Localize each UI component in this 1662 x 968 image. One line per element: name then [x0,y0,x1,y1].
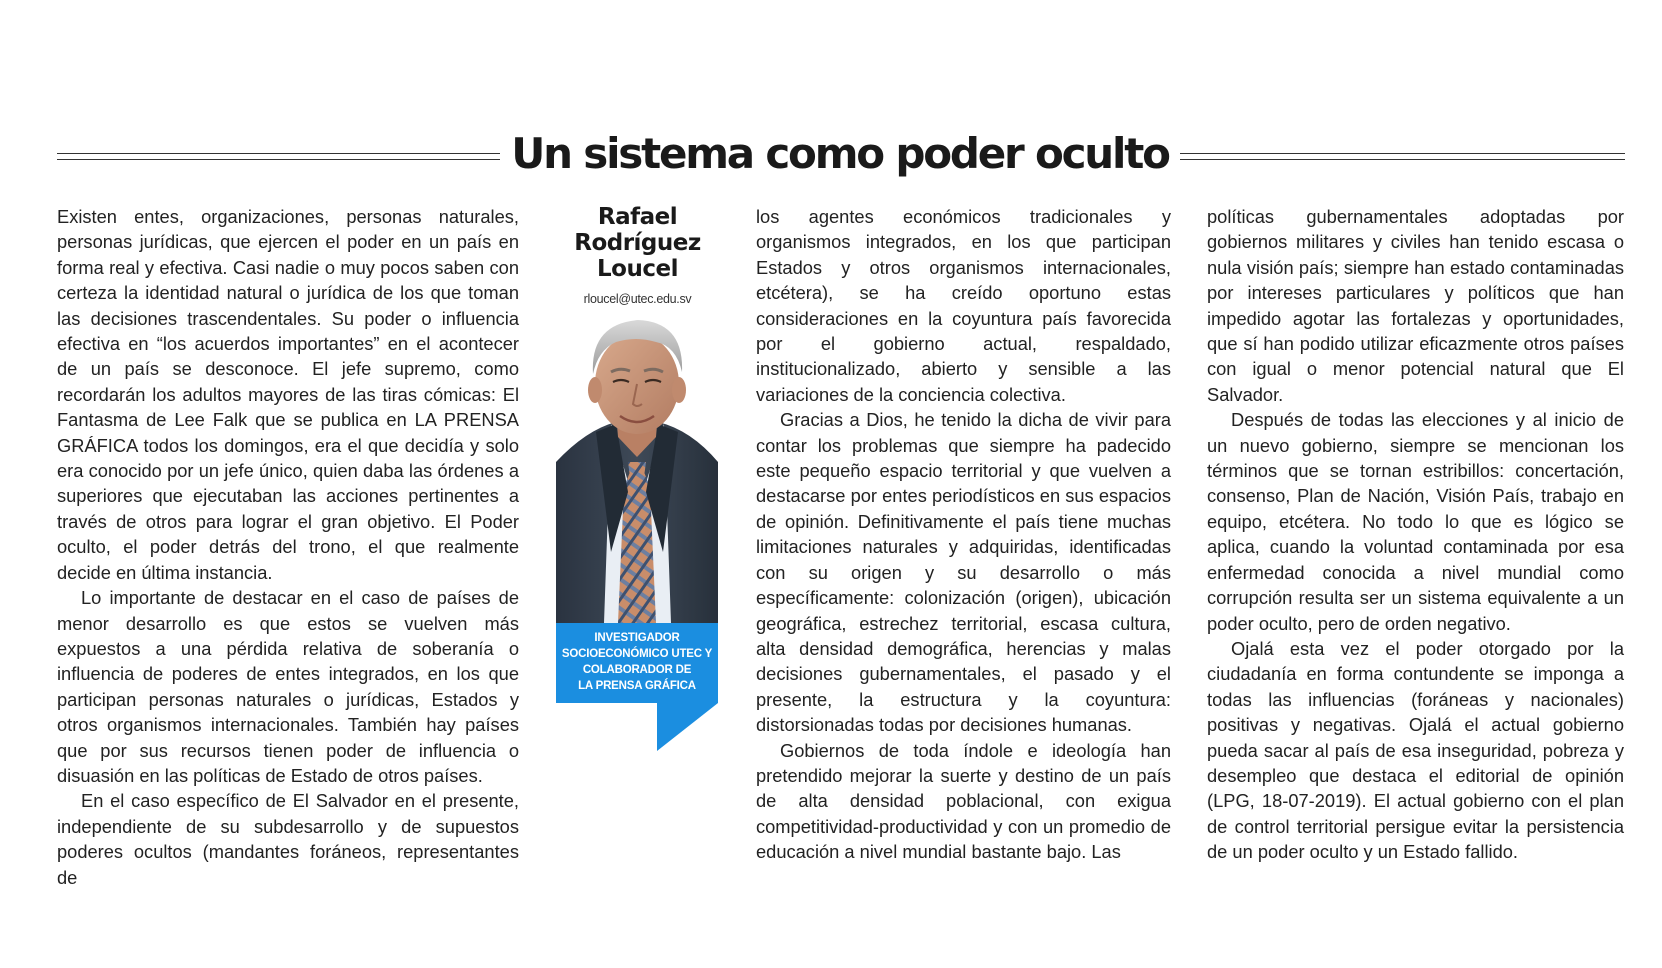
paragraph: Lo importante de destacar en el caso de países de menor desarrollo es que estos se vuelven más expuestos a una pérdida relativa de soberanía o influencia de poderes de entes integrados, en los que participan personas naturales o jurídicas, Estados y otros organismos internacionales. También hay países que por sus recursos tienen poder de influencia o disuasión en las políticas de Estado de otros países. [57,587,519,786]
author-name-last: Loucel [597,256,678,282]
author-role-banner [556,623,718,703]
paragraph: los agentes económicos tradicionales y organismos integrados, en los que participan Estados y otros organismos internacionales, etcétera), se ha creído oportuno estas consideraciones en la coyuntura país favorecida por el gobierno actual, respaldado, institucionalizado, abierto y sensible a las variaciones de la conciencia colectiva. [756,206,1171,405]
banner-tail-shape [657,703,718,751]
headline-rule-right [1180,153,1625,160]
paragraph: En el caso específico de El Salvador en el presente, independiente de su subdesarrollo y de supuestos poderes ocultos (mandantes foráneos, representantes de [57,790,519,888]
author-role-line: LA PRENSA GRÁFICA [578,680,696,692]
headline-rule-left [57,153,500,160]
author-role-line: INVESTIGADOR [594,632,680,644]
author-photo [556,312,718,623]
paragraph: Gracias a Dios, he tenido la dicha de vivir para contar los problemas que siempre ha padecido este pequeño espacio territorial y que vuelven a destacarse por entes periodísticos en sus espacios de opinión. Definitivamente el país tiene muchas limitaciones naturales y adquiridas, identificadas con su origen y su desarrollo o más específicamente: colonización (origen), ubicación geográfica, estrechez territorial, escasa cultura, alta densidad demográfica, herencias y malas decisiones gubernamentales, el pasado y el presente, la estructura y la coyuntura: distorsionadas todas por decisiones humanas. [756,409,1171,736]
headline: Un sistema como poder oculto [511,129,1169,178]
author-role-line: COLABORADOR DE [582,664,692,676]
article-column-3 [756,204,1171,865]
paragraph: políticas gubernamentales adoptadas por gobiernos militares y civiles han tenido escasa o nula visión país; siempre han estado contaminadas por intereses particulares y políticos que han impedido agotar las fortalezas y oportunidades, que sí han podido utilizar eficazmente otros países con igual o menor potencial natural que El Salvador. [1207,206,1624,405]
author-email: rloucel@utec.edu.sv [583,292,692,306]
paragraph: Existen entes, organizaciones, personas naturales, personas jurídicas, que ejercen el poder en un país en forma real y efectiva. Casi nadie o muy pocos saben con certeza la identidad natural o jurídica de los que toman las decisiones trascendentales. Su poder o influencia efectiva en “los acuerdos importantes” en el acontecer de un país se desconoce. El jefe supremo, como recordarán los adultos mayores de las tiras cómicas: El Fantasma de Lee Falk que se publica en LA PRENSA GRÁFICA todos los domingos, era el que decidía y solo era conocido por un jefe único, quien daba las órdenes a superiores que ejecutaban las acciones pertinentes a través de otros para lograr el gran objetivo. El Poder oculto, el poder detrás del trono, el que realmente decide en última instancia. [57,206,519,583]
paragraph: Ojalá esta vez el poder otorgado por la ciudadanía en forma contundente se imponga a todas las influencias (foráneas y nacionales) positivas y negativas. Ojalá el actual gobierno pueda sacar al país de esa inseguridad, pobreza y desempleo que destaca el editorial de opinión (LPG, 18-07-2019). El actual gobierno con el plan de control territorial persigue evitar la persistencia de un poder oculto y un Estado fallido. [1207,637,1624,863]
paragraph: Gobiernos de toda índole e ideología han pretendido mejorar la suerte y destino de un país de alta densidad poblacional, con exigua competitividad-productividad y con un promedio de educación a nivel mundial bastante bajo. Las [756,739,1171,863]
paragraph: Después de todas las elecciones y al inicio de un nuevo gobierno, siempre se mencionan los términos que se tornan estribillos: concertación, consenso, Plan de Nación, Visión País, trabajo en equipo, etcétera. No todo lo que es lógico se aplica, cuando la voluntad contaminada por esa enfermedad conocida a nivel mundial como corrupción resulta ser un sistema equivalente a un poder oculto, pero de orden negativo. [1207,409,1624,634]
article-column-1 [57,204,519,890]
author-role-line: SOCIOECONÓMICO UTEC Y [561,648,713,660]
author-byline [556,204,719,306]
author-name-first: Rafael [597,204,678,230]
author-name-middle: Rodríguez [574,230,701,256]
article-column-4 [1207,204,1624,865]
